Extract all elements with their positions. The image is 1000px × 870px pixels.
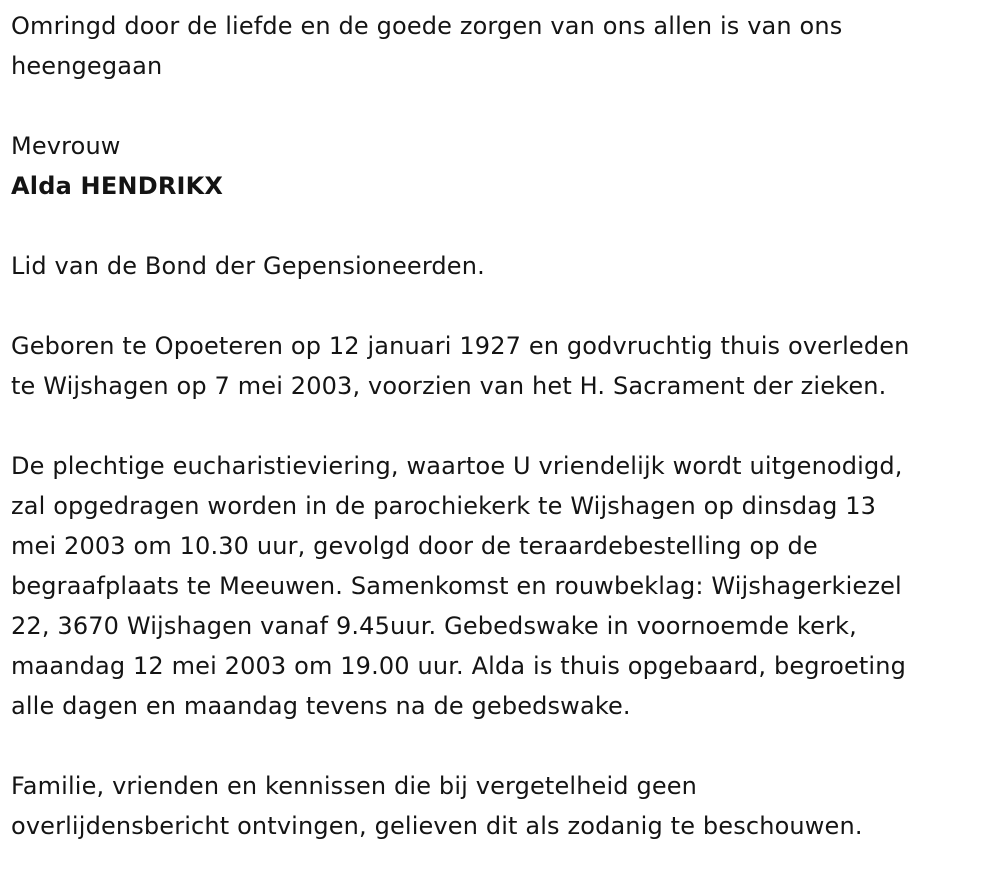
intro-line: heengegaan bbox=[11, 52, 163, 80]
membership-line: Lid van de Bond der Gepensioneerden. bbox=[11, 252, 485, 280]
spacer bbox=[11, 86, 991, 126]
closing-line: overlijdensbericht ontvingen, gelieven dit als zodanig te beschouwen. bbox=[11, 812, 863, 840]
spacer bbox=[11, 726, 991, 766]
closing-line: Familie, vrienden en kennissen die bij vergetelheid geen bbox=[11, 772, 698, 800]
birth-death-line: Geboren te Opoeteren op 12 januari 1927 en godvruchtig thuis overleden bbox=[11, 332, 910, 360]
ceremony-line: De plechtige eucharistieviering, waartoe U vriendelijk wordt uitgenodigd, bbox=[11, 452, 903, 480]
closing-paragraph bbox=[11, 766, 991, 846]
birth-death-line: te Wijshagen op 7 mei 2003, voorzien van het H. Sacrament der zieken. bbox=[11, 372, 887, 400]
intro-paragraph bbox=[11, 6, 991, 86]
ceremony-line: 22, 3670 Wijshagen vanaf 9.45uur. Gebedswake in voornoemde kerk, bbox=[11, 612, 857, 640]
spacer bbox=[11, 206, 991, 246]
obituary-document bbox=[11, 6, 991, 846]
birth-death-paragraph bbox=[11, 326, 991, 406]
spacer bbox=[11, 286, 991, 326]
deceased-name: Alda HENDRIKX bbox=[11, 172, 224, 200]
ceremony-line: begraafplaats te Meeuwen. Samenkomst en rouwbeklag: Wijshagerkiezel bbox=[11, 572, 902, 600]
ceremony-line: zal opgedragen worden in de parochiekerk te Wijshagen op dinsdag 13 bbox=[11, 492, 877, 520]
ceremony-line: maandag 12 mei 2003 om 19.00 uur. Alda is thuis opgebaard, begroeting bbox=[11, 652, 906, 680]
ceremony-paragraph bbox=[11, 446, 991, 726]
ceremony-line: alle dagen en maandag tevens na de gebedswake. bbox=[11, 692, 631, 720]
intro-line: Omringd door de liefde en de goede zorgen van ons allen is van ons bbox=[11, 12, 843, 40]
spacer bbox=[11, 406, 991, 446]
salutation: Mevrouw bbox=[11, 132, 121, 160]
ceremony-line: mei 2003 om 10.30 uur, gevolgd door de teraardebestelling op de bbox=[11, 532, 818, 560]
